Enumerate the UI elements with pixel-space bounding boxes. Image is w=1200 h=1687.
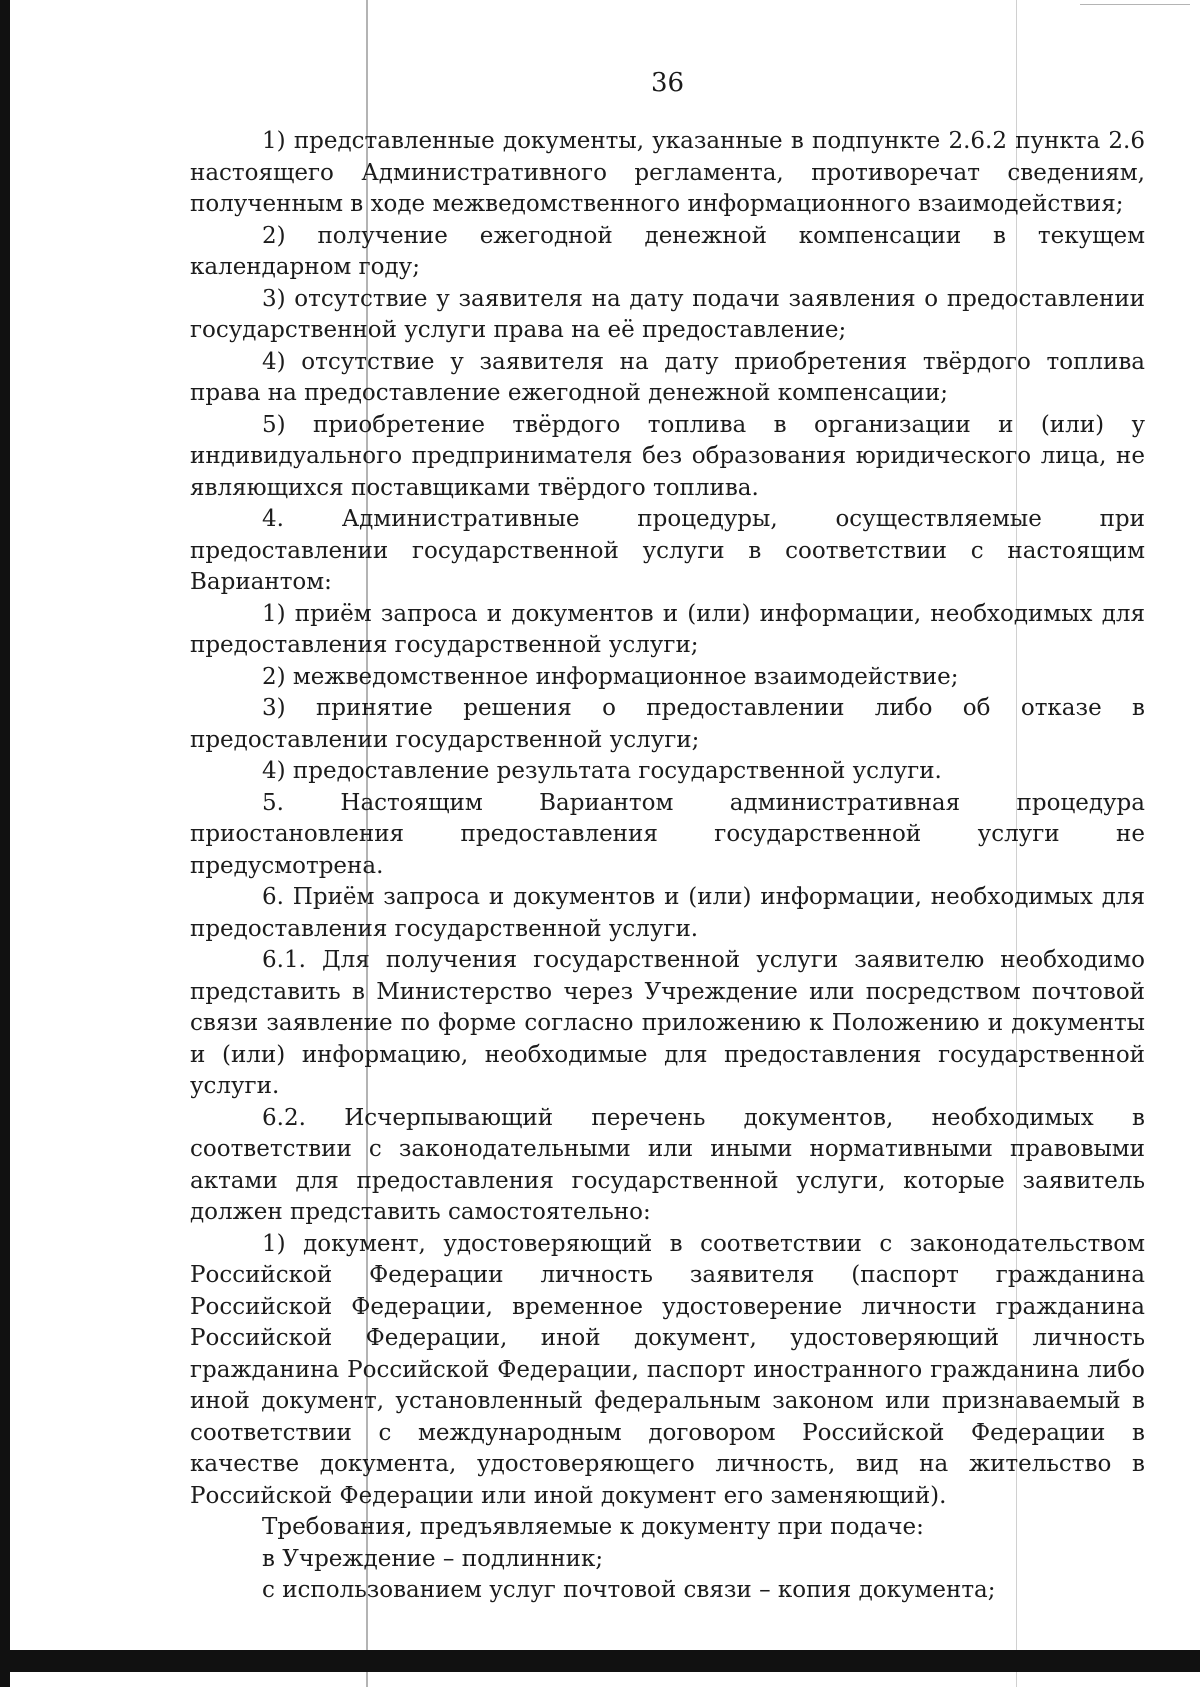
list-item-reason-5: 5) приобретение твёрдого топлива в организации и (или) у индивидуального предпринимателя без образования юридического лица, не являющихся поставщиками твёрдого топлива. xyxy=(190,411,1145,501)
list-item-procedure-3: 3) принятие решения о предоставлении либо об отказе в предоставлении государственной услуги; xyxy=(190,695,1145,753)
list-item-reason-2: 2) получение ежегодной денежной компенсации в текущем календарном году; xyxy=(190,222,1145,280)
section-6-heading: 6. Приём запроса и документов и (или) информации, необходимых для предоставления государственной услуги. xyxy=(190,884,1145,942)
requirement-postal: с использованием услуг почтовой связи – копия документа; xyxy=(262,1577,996,1603)
scan-edge-bottom xyxy=(0,1650,1200,1672)
section-6-1-paragraph: 6.1. Для получения государственной услуги заявителю необходимо представить в Министерство через Учреждение или посредством почтовой связи заявление по форме согласно приложению к Положению и документы и (или) информацию, необходимые для предоставления государственной услуги. xyxy=(190,947,1145,1099)
list-item-procedure-4: 4) предоставление результата государственной услуги. xyxy=(262,758,942,784)
list-item-reason-1: 1) представленные документы, указанные в подпункте 2.6.2 пункта 2.6 настоящего Административного регламента, противоречат сведениям, полученным в ходе межведомственного информационного взаимодействия; xyxy=(190,128,1145,217)
section-4-heading: 4. Административные процедуры, осуществляемые при предоставлении государственной услуги в соответствии с настоящим Вариантом: xyxy=(190,506,1145,595)
document-body xyxy=(190,126,1145,1607)
section-6-2-paragraph: 6.2. Исчерпывающий перечень документов, необходимых в соответствии с законодательными или иными нормативными правовыми актами для предоставления государственной услуги, которые заявитель должен представить самостоятельно: xyxy=(190,1104,1145,1225)
section-5-paragraph: 5. Настоящим Вариантом административная процедура приостановления предоставления государственной услуги не предусмотрена. xyxy=(190,789,1145,879)
list-item-document-1: 1) документ, удостоверяющий в соответствии с законодательством Российской Федерации личность заявителя (паспорт гражданина Российской Федерации, временное удостоверение личности гражданина Российской Федерации, иной документ, удостоверяющий личность гражданина Российской Федерации, паспорт иностранного гражданина либо иной документ, установленный федеральным законом или признаваемый в соответствии с международным договором Российской Федерации в качестве документа, удостоверяющего личность, вид на жительство в Российской Федерации или иной документ его заменяющий). xyxy=(190,1230,1145,1509)
list-item-procedure-2: 2) межведомственное информационное взаимодействие; xyxy=(262,663,959,690)
scan-edge-left xyxy=(0,0,10,1687)
requirements-paragraph: Требования, предъявляемые к документу при подаче: xyxy=(262,1514,924,1540)
scan-artifact-line xyxy=(1080,4,1190,5)
page-number: 36 xyxy=(650,68,685,98)
list-item-reason-4: 4) отсутствие у заявителя на дату приобретения твёрдого топлива права на предоставление ежегодной денежной компенсации; xyxy=(190,348,1145,406)
requirement-institution: в Учреждение – подлинник; xyxy=(262,1545,604,1572)
list-item-reason-3: 3) отсутствие у заявителя на дату подачи заявления о предоставлении государственной услуги права на её предоставление; xyxy=(190,285,1145,343)
list-item-procedure-1: 1) приём запроса и документов и (или) информации, необходимых для предоставления государственной услуги; xyxy=(190,600,1145,658)
